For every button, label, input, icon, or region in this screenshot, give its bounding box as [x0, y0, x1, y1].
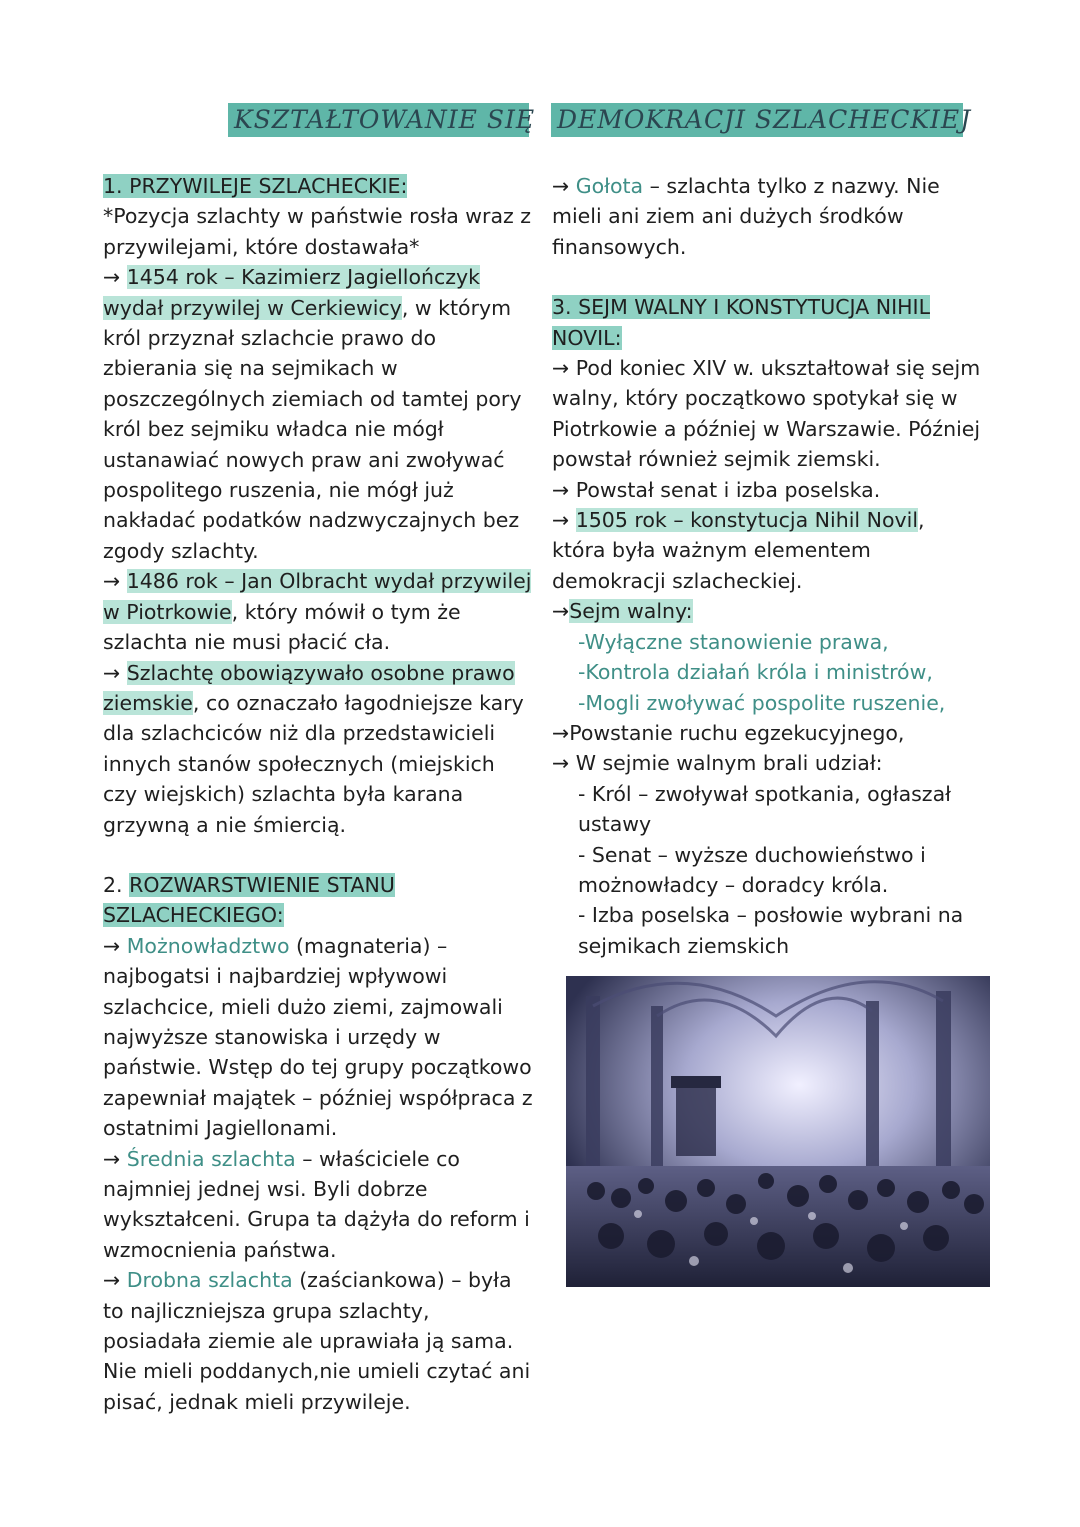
- participant-chamber: - Izba poselska – posłowie wybrani na sejmikach ziemskich: [578, 903, 964, 958]
- arrow-icon: →: [552, 751, 570, 776]
- title-left: KSZTAŁTOWANIE SIĘ: [228, 103, 529, 137]
- petty-nobility-item: → Drobna szlachta (zaściankowa) – była to najliczniejsza grupa szlachty, posiadała ziemie ale uprawiała ją sama. Nie mieli poddanych,nie umieli czytać ani pisać, jednak mieli przywileje.: [103, 1268, 531, 1414]
- sejm-power-2: -Kontrola działań króla i ministrów,: [578, 660, 933, 685]
- land-law: → Szlachtę obowiązywało osobne prawo ziemskie, co oznaczało łagodniejsze kary dla szlachciców niż dla przedstawicieli innych stanów społecznych (miejskich czy wiejskich) szlachta była karana grzywną a nie śmiercią.: [103, 660, 524, 837]
- arrow-icon: →: [552, 477, 570, 502]
- middle-nobility-item: → Średnia szlachta – właściciele co najmniej jednej wsi. Byli dobrze wykształceni. Grupa ta dążyła do reform i wzmocnienia państwa.: [103, 1146, 530, 1262]
- arrow-icon: →: [103, 569, 121, 594]
- section1-heading: 1. PRZYWILEJE SZLACHECKIE:: [103, 174, 408, 198]
- arrow-icon: →: [552, 356, 570, 381]
- nihil-novil-item: → 1505 rok – konstytucja Nihil Novil, która była ważnym elementem demokracji szlacheckiej.: [552, 508, 925, 593]
- arrow-icon: →: [552, 174, 570, 198]
- execution-movement: →Powstanie ruchu egzekucyjnego,: [552, 720, 905, 745]
- magnates-item: → Możnowładztwo (magnateria) – najbogatsi i najbardziej wpływowi szlachcice, mieli dużo ziemi, zajmowali najwyższe stanowiska i urzędy w państwie. Wstęp do tej grupy początkowo zapewniał majątek – później współpraca z ostatnimi Jagiellonami.: [103, 933, 533, 1141]
- arrow-icon: →: [552, 508, 570, 533]
- sejm-power-1: -Wyłączne stanowienie prawa,: [578, 629, 889, 654]
- privilege-cerkwica: → 1454 rok – Kazimierz Jagiellończyk wydał przywilej w Cerkiewicy, w którym król przyznał szlachcie prawo do zbierania się na sejmikach w poszczególnych ziemiach od tamtej pory król bez sejmiku władca nie mógł ustanawiać nowych praw ani zwoływać pospolitego ruszenia, nie mógł już nakładać podatków nadzwyczajnych bez zgody szlachty.: [103, 265, 522, 563]
- participant-king: - Król – zwoływał spotkania, ogłaszał ustawy: [578, 781, 951, 837]
- golota-item: → Gołota – szlachta tylko z nazwy. Nie mieli ani ziem ani dużych środków finansowych.: [552, 174, 940, 259]
- section2-heading: 2. ROZWARSTWIENIE STANU SZLACHECKIEGO:: [103, 872, 395, 928]
- arrow-icon: →: [103, 933, 121, 958]
- arrow-icon: →: [552, 599, 570, 624]
- section1-intro: *Pozycja szlachty w państwie rosła wraz z przywilejami, które dostawała*: [103, 204, 532, 259]
- arrow-icon: →: [103, 660, 121, 685]
- arrow-icon: →: [552, 720, 570, 745]
- sejm-origin: → Pod koniec XIV w. ukształtował się sejm walny, który początkowo spotykał się w Piotrkowie a później w Warszawie. Później powstał również sejmik ziemski.: [552, 356, 981, 472]
- sejm-walny-label: →Sejm walny:: [552, 599, 693, 624]
- arrow-icon: →: [103, 265, 121, 290]
- arrow-icon: →: [103, 1268, 121, 1293]
- sejm-power-3: -Mogli zwoływać pospolite ruszenie,: [578, 690, 946, 715]
- participants-label: → W sejmie walnym brali udział:: [552, 751, 883, 776]
- sejm-illustration: [566, 976, 990, 1287]
- title-right: DEMOKRACJI SZLACHECKIEJ: [551, 103, 963, 137]
- right-column: [552, 171, 982, 961]
- senate-item: → Powstał senat i izba poselska.: [552, 477, 881, 502]
- section3-heading: 3. SEJM WALNY I KONSTYTUCJA NIHIL NOVIL:: [552, 295, 930, 350]
- arrow-icon: →: [103, 1146, 121, 1171]
- participant-senate: - Senat – wyższe duchowieństwo i możnowładcy – doradcy króla.: [578, 842, 926, 897]
- left-column: [103, 171, 533, 1417]
- privilege-piotrkow: → 1486 rok – Jan Olbracht wydał przywilej w Piotrkowie, który mówił o tym że szlachta nie musi płacić cła.: [103, 569, 532, 655]
